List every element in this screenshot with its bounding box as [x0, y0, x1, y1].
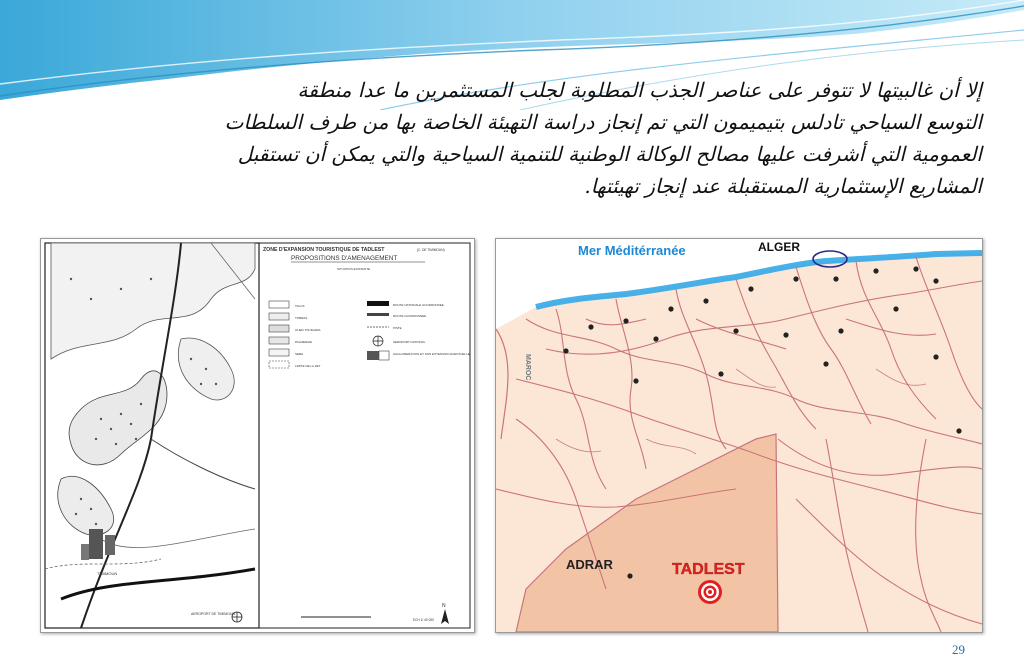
- planning-map-image: [40, 238, 475, 633]
- alger-label: ALGER: [758, 240, 800, 254]
- paragraph-line: العمومية التي أشرفت عليها مصالح الوكالة الوطنية للتنمية السياحية والتي يمكن أن تستقبل: [237, 142, 982, 166]
- legend-item: OUED TOUDJARA: [295, 328, 321, 332]
- paragraph-line: المشاريع الإستثمارية المستقبلة عند إنجاز تهيئتها.: [584, 174, 982, 198]
- page-number: 29: [952, 642, 965, 657]
- north-label: N: [442, 603, 446, 609]
- legend-item: PALMERAIE: [295, 340, 312, 344]
- legend-item: LIMITE DE LA ZET: [295, 364, 321, 368]
- planning-map-drawing: [41, 239, 474, 632]
- legend-item: ROUTE GOUDRONNEE: [393, 314, 427, 318]
- plan-title-suffix: (C. DE TIMIMOUN): [417, 248, 445, 252]
- arabic-paragraph: [70, 74, 982, 202]
- paragraph-line: التوسع السياحي تادلس بتيميمون التي تم إنجاز دراسة التهيئة الخاصة بها من طرف السلطات: [224, 110, 982, 134]
- legend-item: TOBRAS: [295, 316, 308, 320]
- maroc-label: MAROC: [524, 354, 531, 381]
- airport-label: AEROPORT DE TIMIMOUN: [191, 612, 235, 616]
- legend-item: ROUTE NATIONALE GOUDRONNEE: [393, 303, 444, 307]
- timimoun-label: TIMIMOUN: [97, 571, 118, 576]
- tadlest-target-icon: [698, 580, 722, 604]
- legend-item: PISTE: [393, 326, 402, 330]
- plan-situation: SITUATION EXISTANTE: [337, 267, 371, 271]
- tadlest-label: TADLEST: [672, 561, 745, 578]
- legend-item: AGGLOMERATION ET SON EXTENSION EVENTUELLE: [393, 352, 470, 356]
- algeria-map-drawing: [496, 239, 982, 632]
- legend-item: TALUS: [295, 304, 305, 308]
- plan-scale: ECH 1/ 40 000: [413, 618, 434, 622]
- plan-subtitle: PROPOSITIONS D'AMENAGEMENT: [291, 255, 398, 262]
- sea-label: Mer Méditérranée: [578, 243, 686, 258]
- paragraph-line: إلا أن غالبيتها لا تتوفر على عناصر الجذب المطلوبة لجلب المستثمرين ما عدا منطقة: [297, 78, 982, 102]
- plan-title: ZONE D'EXPANSION TOURISTIQUE DE TADLEST: [263, 247, 385, 253]
- legend-item: AEROPORT NATIONAL: [393, 340, 426, 344]
- legend-item: SEBH: [295, 352, 304, 356]
- algeria-map-image: [495, 238, 983, 633]
- adrar-label: ADRAR: [566, 557, 613, 572]
